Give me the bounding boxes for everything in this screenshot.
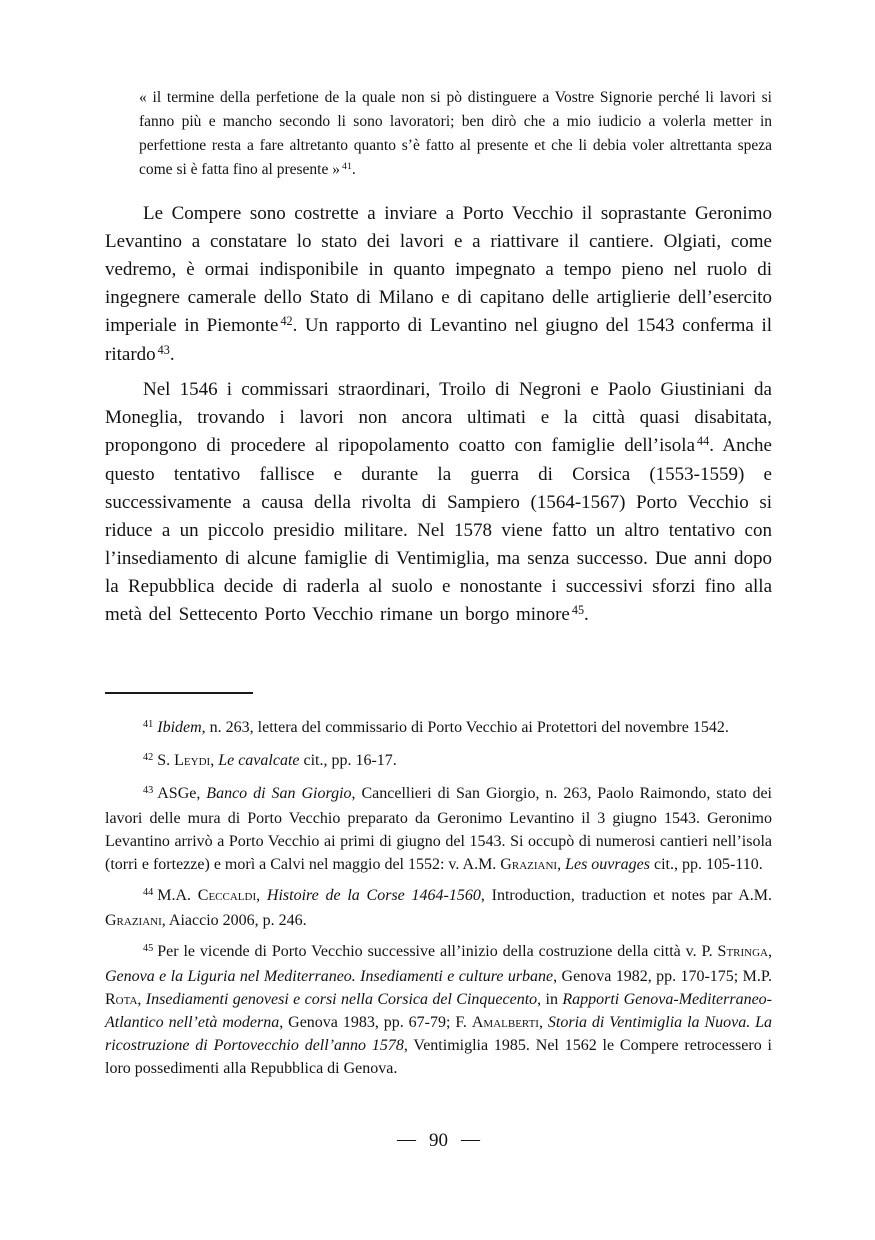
page-footer — [105, 1130, 772, 1152]
footnotes-section — [105, 716, 772, 1080]
body-paragraph-2: Nel 1546 i commissari straordinari, Troilo di Negroni e Paolo Giustiniani da Moneglia, trovando i lavori non ancora ultimati e la città quasi disabitata, propongono di procedere al ripopolamento coatto con famiglie dell’isola $^{44}$. Anche questo tentativo fallisce e durante la guerra di Corsica (1553-1559) e successivamente a causa della rivolta di Sampiero (1564-1567) Porto Vecchio si riduce a un piccolo presidio militare. Nel 1578 viene fatto un altro tentativo con l’insediamento di alcune famiglie di Ventimiglia, ma senza successo. Due anni dopo la Repubblica decide di raderla al suolo e nonostante i successivi sforzi fino alla metà del Settecento Porto Vecchio rimane un borgo minore $^{45}$. — [105, 379, 772, 625]
footnote-45: $^{45}$ Per le vicende di Porto Vecchio successive all’inizio della costruzione della città v. P. Stringa, Genova e la Liguria nel Mediterraneo. Insediamenti e culture urbane, Genova 1982, pp. 170-175; M.P. Rota, Insediamenti genovesi e corsi nella Corsica del Cinquecento, in Rapporti Genova-Mediterraneo-Atlantico nell’età moderna, Genova 1983, pp. 67-79; F. Amalberti, Storia di Ventimiglia la Nuova. La ricostruzione di Portovecchio dell’anno 1578, Ventimiglia 1985. Nel 1562 le Compere retrocessero i loro possedimenti alla Repubblica di Genova. — [105, 942, 773, 1077]
footnote-41: $^{41}$ Ibidem, n. 263, lettera del commissario di Porto Vecchio ai Protettori del novembre 1542. — [143, 718, 729, 736]
body-paragraph-1: Le Compere sono costrette a inviare a Porto Vecchio il soprastante Geronimo Levantino a constatare lo stato dei lavori e a riattivare il cantiere. Olgiati, come vedremo, è ormai indisponibile in quanto impegnato a tempo pieno nel ruolo di ingegnere camerale dello Stato di Milano e di capitano delle artiglierie dell’esercito imperiale in Piemonte $^{42}$. Un rapporto di Levantino nel giugno del 1543 conferma il ritardo $^{43}$. — [105, 203, 773, 365]
footnote-42: $^{42}$ S. Leydi, Le cavalcate cit., pp. 16-17. — [143, 751, 397, 769]
footer-dash-right: — — [461, 1129, 480, 1150]
block-quotation: « il termine della perfetione de la quale non si pò distinguere a Vostre Signorie perché li lavori si fanno più e mancho secondo li sono lavoratori; ben dirò che a mio iudicio a volerla metter in perfettione resta a fare altretanto quanto s’è fatto al presente et che li debia voler altrettanta speza come si è fatta fino al presente » $^{41}$. — [139, 89, 772, 178]
footer-dash-left: — — [397, 1129, 416, 1150]
footnote-44: $^{44}$ M.A. Ceccaldi, Histoire de la Corse 1464-1560, Introduction, traduction et notes par A.M. Graziani, Aiaccio 2006, p. 246. — [105, 886, 773, 929]
footnote-separator — [105, 692, 253, 694]
footnote-43: $^{43}$ ASGe, Banco di San Giorgio, Cancellieri di San Giorgio, n. 263, Paolo Raimondo, stato dei lavori delle mura di Porto Vecchio preparato da Geronimo Levantino il 3 giugno 1543. Geronimo Levantino arrivò a Porto Vecchio ai primi di giugno del 1543. Si occupò di numerosi cantieri nell’isola (torri e fortezze) e morì a Calvi nel maggio del 1552: v. A.M. Graziani, Les ouvrages cit., pp. 105-110. — [105, 784, 773, 873]
page-content — [105, 0, 772, 1088]
page-number: 90 — [429, 1130, 448, 1151]
